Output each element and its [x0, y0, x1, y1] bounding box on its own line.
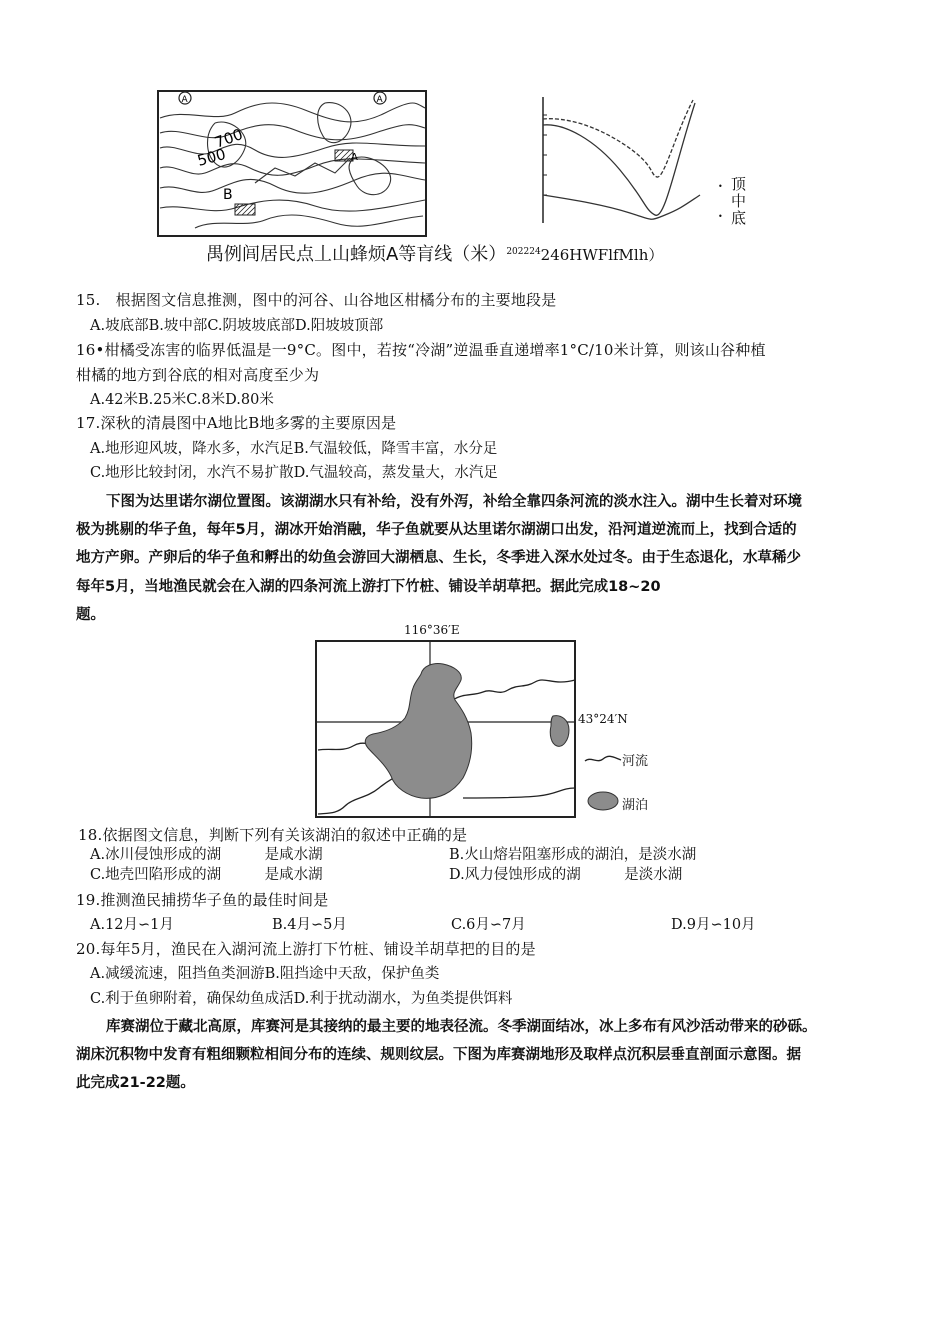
map-latitude-label: 43°24′N	[578, 712, 628, 726]
question-15-stem: 15. 根据图文信息推测，图中的河谷、山谷地区柑橘分布的主要地段是	[76, 291, 557, 309]
passage-2-line1: 库赛湖位于藏北高原，库赛河是其接纳的最主要的地表径流。冬季湖面结冰，冰上多布有风沙活动带来的砂砾。	[106, 1019, 817, 1035]
passage-2-line3: 此完成21-22题。	[76, 1075, 195, 1091]
figure-caption-main: 禺例闾居民点丄山蜂烦A等肓线（米）	[206, 244, 507, 265]
passage-2-line2: 湖床沉积物中发育有粗细颗粒相间分布的连续、规则纹层。下图为库赛湖地形及取样点沉积层垂直剖面示意图。据	[76, 1047, 801, 1063]
passage-1-line3: 地方产卵。产卵后的华子鱼和孵出的幼鱼会游回大湖栖息、生长，冬季进入深水处过冬。由于生态退化，水草稀少	[76, 550, 801, 566]
legend-river-symbol	[583, 752, 623, 766]
contour-map	[155, 88, 430, 238]
question-19-option-c: C.6月∽7月	[451, 917, 526, 933]
question-16-options: A.42米B.25米C.8米D.80米	[90, 392, 274, 408]
figure-caption	[206, 240, 663, 266]
question-16-stem-line2: 柑橘的地方到谷底的相对高度至少为	[76, 366, 320, 384]
svg-text:A: A	[376, 95, 383, 105]
question-20-options-line2: C.利于鱼卵附着，确保幼鱼成活D.利于扰动湖水，为鱼类提供饵料	[90, 991, 513, 1007]
legend-marker-top: •	[718, 182, 723, 191]
question-18-option-d: D.风力侵蚀形成的湖 是淡水湖	[449, 867, 683, 883]
temperature-profile-chart	[535, 95, 710, 225]
legend-marker-bottom: •	[718, 212, 723, 221]
map-longitude-label: 116°36′E	[404, 623, 460, 637]
passage-1-line1: 下图为达里诺尔湖位置图。该湖湖水只有补给，没有外泻，补给全靠四条河流的淡水注入。湖中生长着对环境	[106, 494, 802, 510]
legend-lake-label: 湖泊	[622, 798, 649, 813]
passage-1-line5: 题。	[76, 607, 105, 623]
question-17-options-line1: A.地形迎风坡，降水多，水汽足B.气温较低，降雪丰富，水分足	[90, 441, 498, 457]
question-17-options-line2: C.地形比较封闭，水汽不易扩散D.气温较高，蒸发量大，水汽足	[90, 465, 498, 481]
legend-river-label: 河流	[622, 754, 649, 769]
point-label-a: A	[351, 152, 358, 163]
figure-caption-small: 202224	[506, 247, 541, 257]
contour-label-500: 500	[195, 145, 228, 170]
passage-1-line2: 极为挑剔的华子鱼，每年5月，湖冰开始消融，华子鱼就要从达里诺尔湖湖口出发，沿河道逆流而上，找到合适的	[76, 522, 797, 538]
question-19-stem: 19.推测渔民捕捞华子鱼的最佳时间是	[76, 891, 329, 909]
question-20-options-line1: A.减缓流速，阻挡鱼类洄游B.阻挡途中天敌，保护鱼类	[90, 966, 440, 982]
passage-1-line4: 每年5月，当地渔民就会在入湖的四条河流上游打下竹桩、铺设羊胡草把。据此完成18~20	[76, 579, 661, 595]
figure-caption-tail: 246HWFlfMlh）	[540, 246, 664, 264]
profile-legend-mid: 中	[731, 192, 747, 210]
svg-text:A: A	[181, 95, 188, 105]
question-20-stem: 20.每年5月，渔民在入湖河流上游打下竹桩、铺设羊胡草把的目的是	[76, 940, 536, 958]
question-18-option-b: B.火山熔岩阻塞形成的湖泊，是淡水湖	[449, 847, 697, 863]
question-19-option-b: B.4月∽5月	[272, 917, 347, 933]
profile-legend-top: 顶	[731, 175, 747, 193]
contour-label-700: 700	[212, 125, 246, 152]
question-17-stem: 17.深秋的清晨图中A地比B地多雾的主要原因是	[76, 414, 397, 432]
question-18-option-c: C.地壳凹陷形成的湖 是咸水湖	[90, 867, 323, 883]
question-16-stem-line1: 16•柑橘受冻害的临界低温是一9°C。图中，若按“冷湖”逆温垂直递增率1°C/10米计算，则该山谷种植	[76, 341, 766, 359]
profile-line-bottom	[543, 195, 700, 219]
lake-island-east	[550, 716, 569, 747]
lake-location-map	[313, 638, 578, 820]
question-15-options: A.坡底部B.坡中部C.阴坡坡底部D.阳坡坡顶部	[90, 318, 384, 334]
question-18-option-a: A.冰川侵蚀形成的湖 是咸水湖	[90, 847, 323, 863]
question-18-stem: 18.依据图文信息，判断下列有关该湖泊的叙述中正确的是	[78, 826, 468, 844]
question-19-option-d: D.9月∽10月	[671, 917, 756, 933]
legend-lake-symbol	[585, 790, 621, 812]
question-19-option-a: A.12月∽1月	[90, 917, 174, 933]
point-label-b: B	[223, 187, 233, 203]
profile-legend-bottom: 底	[731, 209, 747, 227]
profile-line-top	[543, 100, 693, 177]
